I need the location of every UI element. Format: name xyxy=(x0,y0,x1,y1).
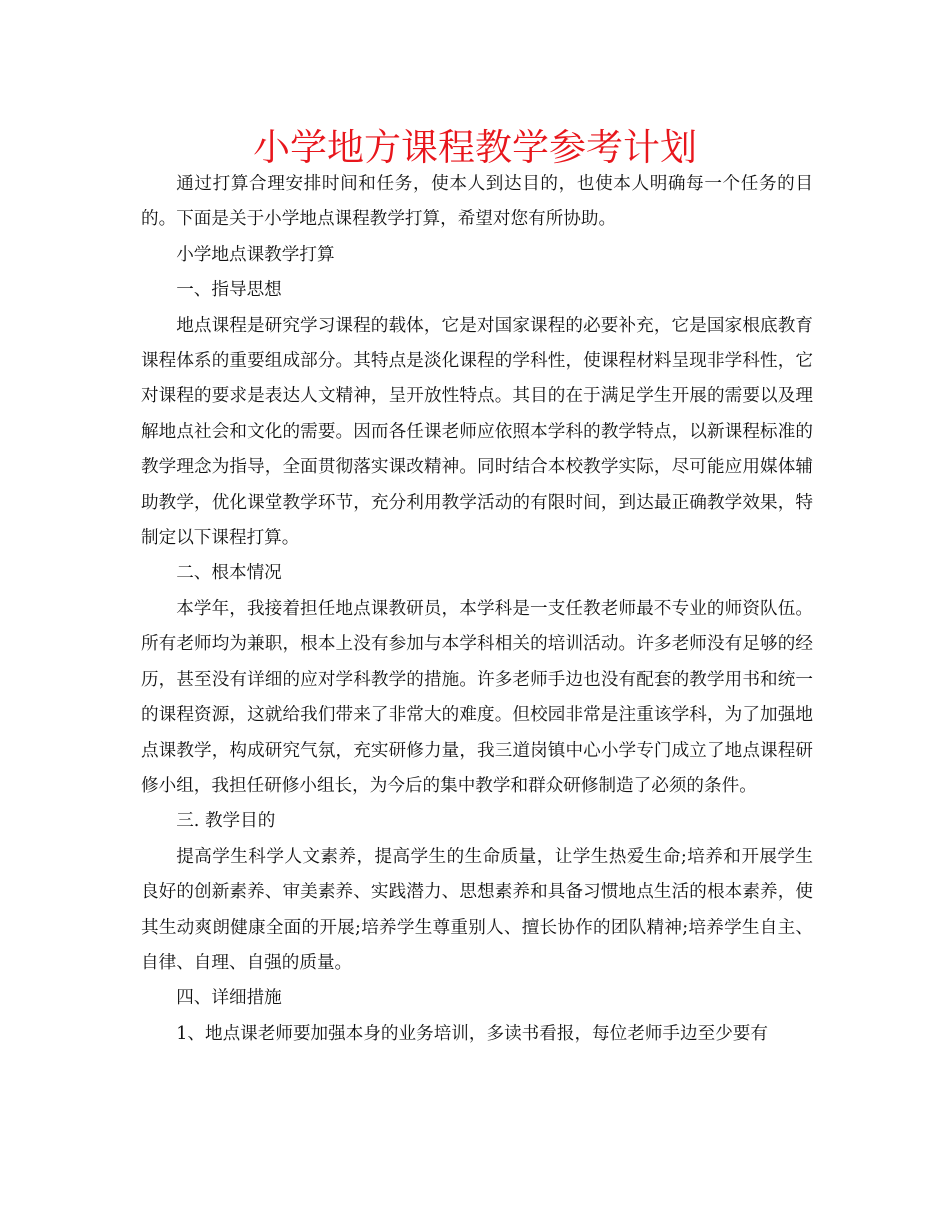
section-heading-guiding-thought: 一、指导思想 xyxy=(176,280,282,301)
guiding-thought-paragraph: 地点课程是研究学习课程的载体，它是对国家课程的必要补充，它是国家根底教育课程体系的重要组成部分。其特点是淡化课程的学科性，使课程材料呈现非学科性，它对课程的要求是表达人文精神，呈开放性特点。其目的在于满足学生开展的需要以及理解地点社会和文化的需要。因而各任课老师应依照本学科的教学特点，以新课程标准的教学理念为指导，全面贯彻落实课改精神。同时结合本校教学实际，尽可能应用媒体辅助教学，优化课堂教学环节，充分利用教学活动的有限时间，到达最正确教学效果，特制定以下课程打算。 xyxy=(141,315,813,549)
intro-paragraph: 通过打算合理安排时间和任务，使本人到达目的，也使本人明确每一个任务的目的。下面是关于小学地点课程教学打算，希望对您有所协助。 xyxy=(141,174,813,230)
document-body xyxy=(141,167,813,1052)
teaching-goals-paragraph: 提高学生科学人文素养，提高学生的生命质量，让学生热爱生命;培养和开展学生良好的创新素养、审美素养、实践潜力、思想素养和具备习惯地点生活的根本素养，使其生动爽朗健康全面的开展;培养学生尊重别人、擅长协作的团队精神;培养学生自主、自律、自理、自强的质量。 xyxy=(141,846,813,973)
section-heading-teaching-goals: 三. 教学目的 xyxy=(176,811,276,832)
basic-situation-paragraph: 本学年，我接着担任地点课教研员，本学科是一支任教老师最不专业的师资队伍。所有老师均为兼职，根本上没有参加与本学科相关的培训活动。许多老师没有足够的经历，甚至没有详细的应对学科教学的措施。许多老师手边也没有配套的教学用书和统一的课程资源，这就给我们带来了非常大的难度。但校园非常是注重该学科，为了加强地点课教学，构成研究气氛，充实研修力量，我三道岗镇中心小学专门成立了地点课程研修小组，我担任研修小组长，为今后的集中教学和群众研修制造了必须的条件。 xyxy=(141,598,813,796)
measures-paragraph-1: 1、地点课老师要加强本身的业务培训，多读书看报，每位老师手边至少要有 xyxy=(176,1023,768,1044)
document-title: 小学地方课程教学参考计划 xyxy=(253,126,697,169)
plan-heading: 小学地点课教学打算 xyxy=(176,244,335,265)
section-heading-basic-situation: 二、根本情况 xyxy=(176,563,282,584)
section-heading-measures: 四、详细措施 xyxy=(176,988,282,1009)
